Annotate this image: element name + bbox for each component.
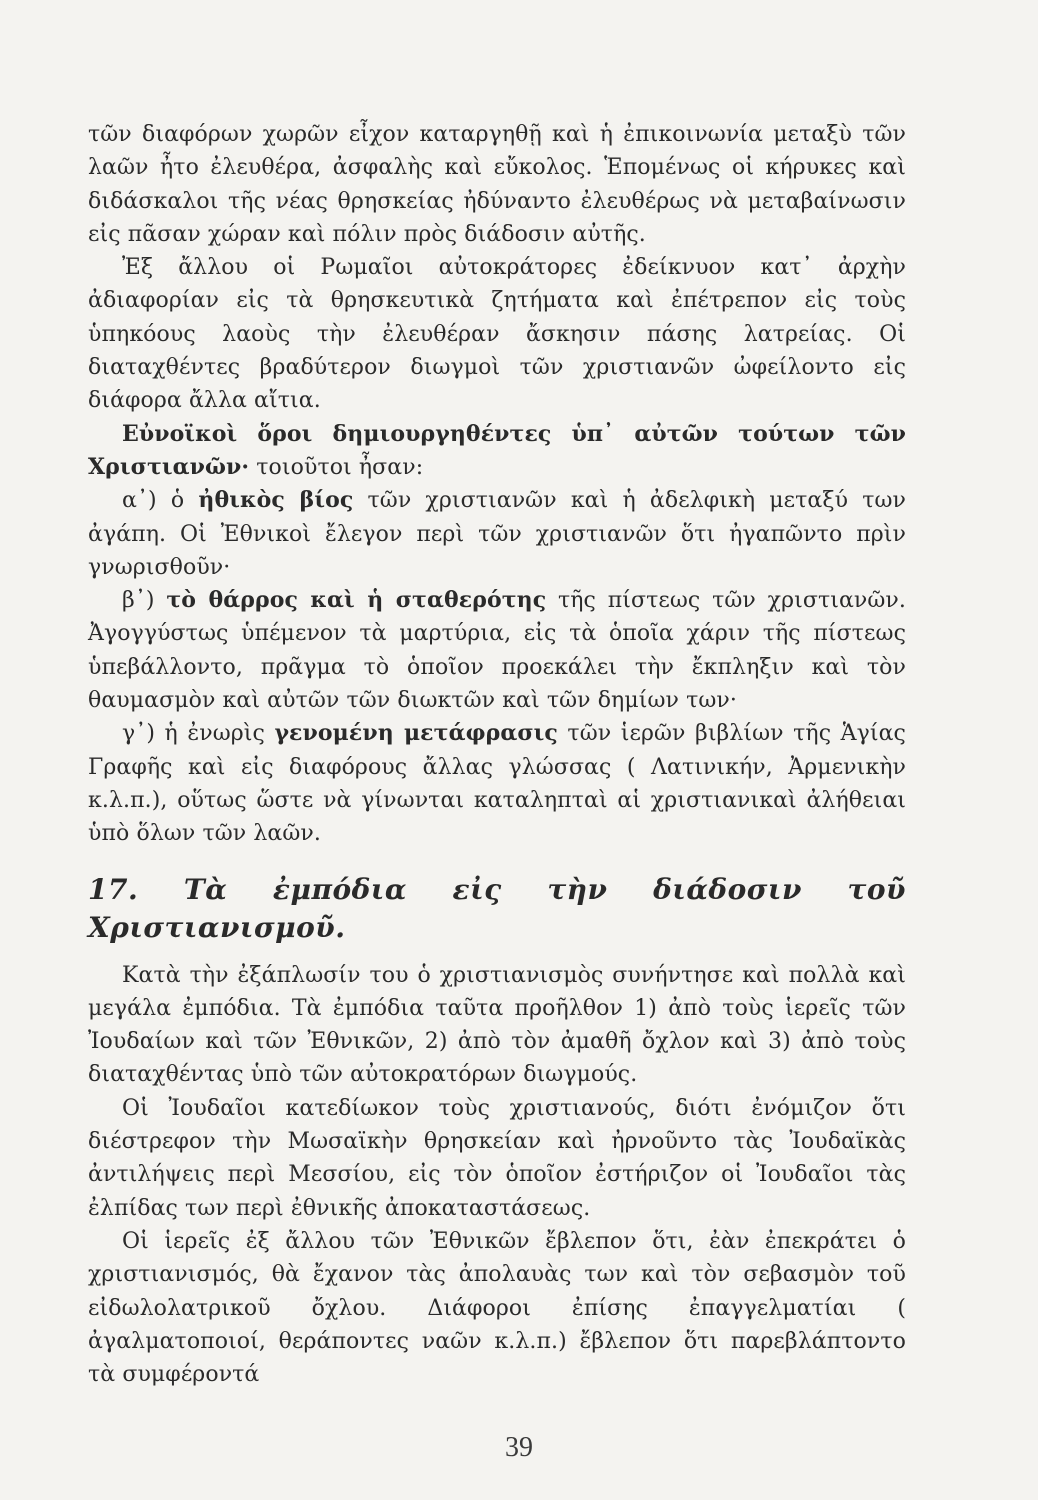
paragraph-pagan-priests: Οἱ ἱερεῖς ἐξ ἄλλου τῶν Ἐθνικῶν ἔβλεπον ὅτι, ἐὰν ἐπεκράτει ὁ χριστιανισμός, θὰ ἔχανον τὰς ἀπολαυὰς των καὶ τὸν σεβασμὸν τοῦ εἰδωλολατρικοῦ ὄχλου. Διάφοροι ἐπίσης ἐπαγγελματίαι ( ἀγαλματοποιοί, θεράποντες ναῶν κ.λ.π.) ἔβλεπον ὅτι παρεβλάπτοντο τὰ συμφέροντά <box>88 1228 906 1388</box>
list-item-c <box>88 717 906 850</box>
list-item-b <box>88 584 906 717</box>
favorable-conditions-title: Εὐνοϊκοὶ ὅροι δημιουργηθέντες ὑπ᾽ αὐτῶν τούτων τῶν Χριστιανῶν· <box>88 420 906 480</box>
list-item-c-text: τῶν ἱερῶν βιβλίων τῆς Ἁγίας Γραφῆς καὶ εἰς διαφόρους ἄλλας γλώσσας ( Λατινικήν, Ἀρμενικὴν κ.λ.π.), οὕτως ὥστε νὰ γίνωνται καταληπταὶ αἱ χριστιανικαὶ ἀλήθειαι ὑπὸ ὅλων τῶν λαῶν. <box>88 721 906 847</box>
list-item-a-emphasis: ἠθικὸς βίος <box>198 487 354 514</box>
list-item-c-marker: γ᾽) ἡ ἐνωρὶς <box>122 721 275 747</box>
page-number: 39 <box>505 1432 533 1463</box>
body-text <box>88 118 906 1391</box>
favorable-conditions-intro: τοιοῦτοι ἦσαν: <box>249 454 424 480</box>
paragraph-emperors: Ἐξ ἄλλου οἱ Ρωμαῖοι αὐτοκράτορες ἐδείκνυον κατ᾽ ἀρχὴν ἀδιαφορίαν εἰς τὰ θρησκευτικὰ ζητήματα καὶ ἐπέτρεπον εἰς τοὺς ὑπηκόους λαοὺς τὴν ἐλευθέραν ἄσκησιν πάσης λατρείας. Οἱ διαταχθέντες βραδύτερον διωγμοὶ τῶν χριστιανῶν ὠφείλοντο εἰς διάφορα ἄλλα αἴτια. <box>88 255 906 414</box>
list-item-a <box>88 484 906 584</box>
paragraph-communication: τῶν διαφόρων χωρῶν εἶχον καταργηθῇ καὶ ἡ ἐπικοινωνία μεταξὺ τῶν λαῶν ἦτο ἐλευθέρα, ἀσφαλὴς καὶ εὔκολος. Ἑπομένως οἱ κήρυκες καὶ διδάσκαλοι τῆς νέας θρησκείας ἠδύναντο ἐλευθέρως νὰ μεταβαίνωσιν εἰς πᾶσαν χώραν καὶ πόλιν πρὸς διάδοσιν αὐτῆς. <box>88 122 906 247</box>
list-item-a-marker: α᾽) ὁ <box>122 488 199 514</box>
list-item-b-marker: β᾽) <box>122 588 167 614</box>
list-item-b-text: τῆς πίστεως τῶν χριστιανῶν. Ἀγογγύστως ὑπέμενον τὰ μαρτύρια, εἰς τὰ ὁποῖα χάριν τῆς πίστεως ὑπεβάλλοντο, πρᾶγμα τὸ ὁποῖον προεκάλει τὴν ἔκπληξιν καὶ τὸν θαυμασμὸν καὶ αὐτῶν τῶν διωκτῶν καὶ τῶν δημίων των· <box>88 588 906 714</box>
list-item-c-emphasis: γενομένη μετάφρασις <box>274 720 558 747</box>
list-item-b-emphasis: τὸ θάρρος καὶ ἡ σταθερότης <box>166 587 547 614</box>
paragraph-obstacles: Κατὰ τὴν ἐξάπλωσίν του ὁ χριστιανισμὸς συνήντησε καὶ πολλὰ καὶ μεγάλα ἐμπόδια. Τὰ ἐμπόδια ταῦτα προῆλθον 1) ἀπὸ τοὺς ἱερεῖς τῶν Ἰουδαίων καὶ τῶν Ἐθνικῶν, 2) ἀπὸ τὸν ἀμαθῆ ὄχλον καὶ 3) ἀπὸ τοὺς διαταχθέντας ὑπὸ τῶν αὐτοκρατόρων διωγμούς. <box>88 962 906 1088</box>
section-heading: 17. Τὰ ἐμπόδια εἰς τὴν διάδοσιν τοῦ Χριστιανισμοῦ. <box>88 872 906 944</box>
paragraph-jews: Οἱ Ἰουδαῖοι κατεδίωκον τοὺς χριστιανούς, διότι ἐνόμιζον ὅτι διέστρεφον τὴν Μωσαϊκὴν θρησκείαν καὶ ἠρνοῦντο τὰς Ἰουδαϊκὰς ἀντιλήψεις περὶ Μεσσίου, εἰς τὸν ὁποῖον ἐστήριζον οἱ Ἰουδαῖοι τὰς ἐλπίδας των περὶ ἐθνικῆς ἀποκαταστάσεως. <box>88 1095 906 1221</box>
list-item-a-text: τῶν χριστιανῶν καὶ ἡ ἀδελφικὴ μεταξύ των ἀγάπη. Οἱ Ἐθνικοὶ ἔλεγον περὶ τῶν χριστιανῶν ὅτι ἠγαπῶντο πρὶν γνωρισθοῦν· <box>88 488 906 580</box>
paragraph-favorable-conditions <box>88 418 906 485</box>
